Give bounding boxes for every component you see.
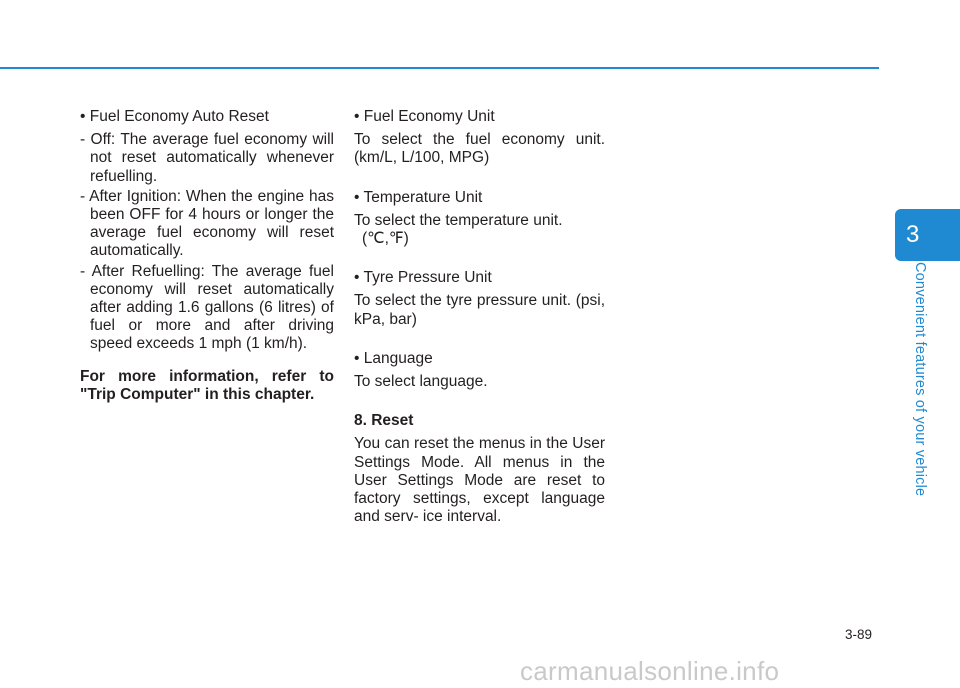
reset-heading: 8. Reset — [354, 412, 414, 430]
watermark: carmanualsonline.info — [520, 656, 780, 686]
fuel-economy-unit-text: To select the fuel economy unit. (km/L, L/100, MPG) — [354, 131, 605, 167]
language-heading: • Language — [354, 349, 433, 367]
auto-reset-off-item: - Off: The average fuel economy will not reset automatically whenever refuelling. — [80, 131, 334, 185]
chapter-title: Convenient features of your vehicle — [912, 262, 928, 497]
temperature-unit-heading: • Temperature Unit — [354, 188, 483, 206]
page-number: 3-89 — [845, 627, 873, 642]
fuel-economy-auto-reset-heading: • Fuel Economy Auto Reset — [80, 108, 269, 125]
fuel-economy-unit-heading: • Fuel Economy Unit — [354, 108, 495, 125]
chapter-number-tab: 3 — [895, 209, 960, 261]
reset-text: You can reset the menus in the User Settings Mode. All menus in the User Settings Mode are reset to factory settings, except language and serv- ice interval. — [354, 435, 605, 526]
auto-reset-after-refuelling-item: - After Refuelling: The average fuel economy will reset automatically after adding 1.6 gallons (6 litres) of fuel or more and after driving speed exceeds 1 mph (1 km/h). — [80, 262, 334, 353]
trip-computer-reference-note: For more information, refer to "Trip Computer" in this chapter. — [80, 367, 334, 403]
language-text: To select language. — [354, 373, 488, 391]
right-column — [354, 108, 605, 526]
auto-reset-after-ignition-item: - After Ignition: When the engine has been OFF for 4 hours or longer the average fuel economy will reset automatically. — [80, 187, 334, 260]
tyre-pressure-unit-heading: • Tyre Pressure Unit — [354, 269, 492, 287]
temperature-unit-options: (℃,℉) — [362, 230, 409, 248]
header-rule — [0, 67, 879, 69]
left-column — [80, 108, 334, 404]
tyre-pressure-unit-text: To select the tyre pressure unit. (psi, kPa, bar) — [354, 292, 605, 328]
temperature-unit-text: To select the temperature unit. — [354, 211, 563, 229]
